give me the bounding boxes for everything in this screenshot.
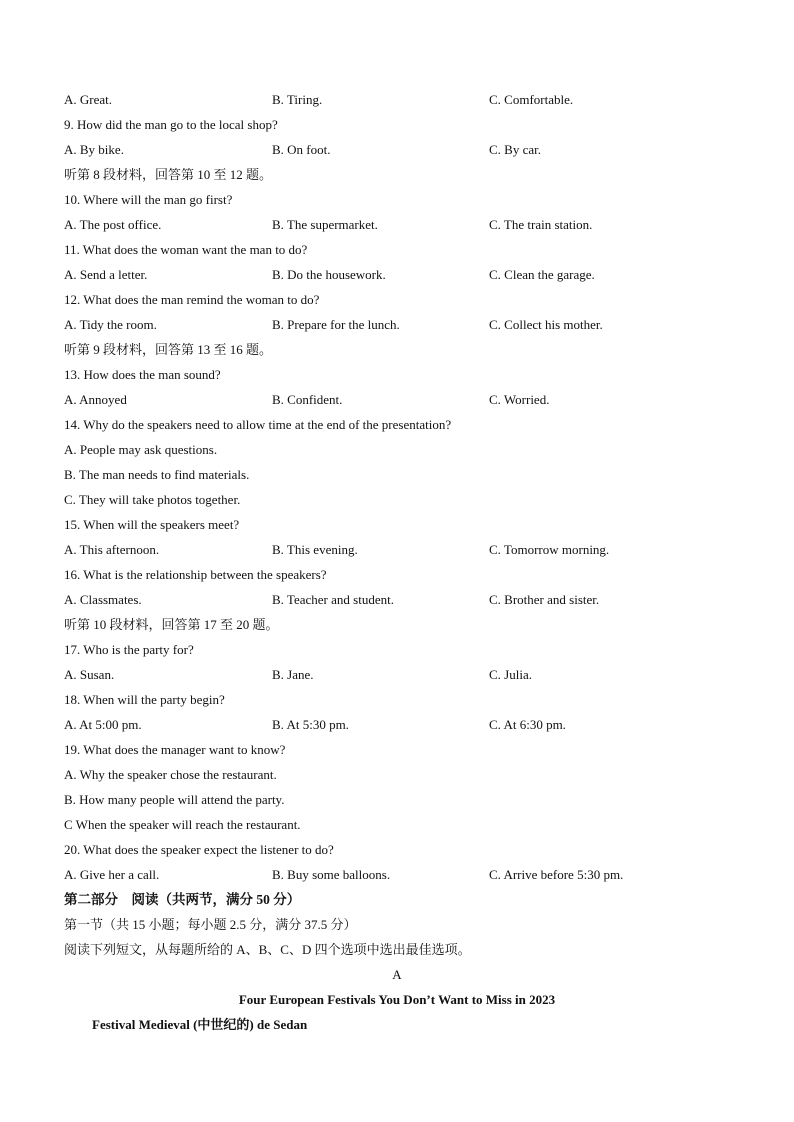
answer-option: A. Give her a call. — [64, 867, 160, 882]
answer-option: A. Why the speaker chose the restaurant. — [64, 767, 277, 782]
passage-subtitle: Festival Medieval (中世纪的) de Sedan — [92, 1017, 308, 1032]
listening-instruction: 听第 8 段材料，回答第 10 至 12 题。 — [64, 167, 273, 182]
answer-option: A. At 5:00 pm. — [64, 717, 142, 732]
question-text: 19. What does the manager want to know? — [64, 742, 286, 757]
question-text: 18. When will the party begin? — [64, 692, 225, 707]
section-description: 第一节（共 15 小题；每小题 2.5 分，满分 37.5 分） — [64, 917, 357, 932]
answer-option: C. Worried. — [489, 392, 550, 407]
answer-option: C. Comfortable. — [489, 92, 574, 107]
answer-option: A. Tidy the room. — [64, 317, 157, 332]
answer-option: C. Brother and sister. — [489, 592, 600, 607]
answer-option: A. This afternoon. — [64, 542, 160, 557]
question-text: 15. When will the speakers meet? — [64, 517, 240, 532]
answer-option: A. Great. — [64, 92, 113, 107]
answer-option: A. By bike. — [64, 142, 124, 157]
answer-option: C. Clean the garage. — [489, 267, 595, 282]
answer-option: B. Tiring. — [272, 92, 323, 107]
passage-letter: A — [392, 967, 402, 982]
answer-option: C. Julia. — [489, 667, 532, 682]
passage-title: Four European Festivals You Don’t Want to Miss in 2023 — [238, 992, 556, 1007]
answer-option: C. Tomorrow morning. — [489, 542, 610, 557]
answer-option: B. Buy some balloons. — [272, 867, 391, 882]
answer-option: B. Jane. — [272, 667, 314, 682]
answer-option: B. On foot. — [272, 142, 331, 157]
answer-option: B. At 5:30 pm. — [272, 717, 349, 732]
answer-option: B. Do the housework. — [272, 267, 386, 282]
answer-option: A. Annoyed — [64, 392, 127, 407]
question-text: 13. How does the man sound? — [64, 367, 221, 382]
answer-option: B. The man needs to find materials. — [64, 467, 250, 482]
question-text: 14. Why do the speakers need to allow time at the end of the presentation? — [64, 417, 452, 432]
question-text: 11. What does the woman want the man to do? — [64, 242, 308, 257]
part-heading: 第二部分 阅读（共两节，满分 50 分） — [64, 892, 301, 907]
answer-option: C. The train station. — [489, 217, 593, 232]
answer-option: C. Collect his mother. — [489, 317, 603, 332]
answer-option: C. Arrive before 5:30 pm. — [489, 867, 624, 882]
answer-option: B. How many people will attend the party. — [64, 792, 285, 807]
answer-option: A. The post office. — [64, 217, 162, 232]
answer-option: A. Classmates. — [64, 592, 142, 607]
question-text: 17. Who is the party for? — [64, 642, 194, 657]
answer-option: B. Prepare for the lunch. — [272, 317, 400, 332]
question-text: 16. What is the relationship between the speakers? — [64, 567, 327, 582]
answer-option: C. At 6:30 pm. — [489, 717, 566, 732]
answer-option: C When the speaker will reach the restaurant. — [64, 817, 301, 832]
answer-option: B. This evening. — [272, 542, 358, 557]
answer-option: A. Susan. — [64, 667, 115, 682]
answer-option: A. People may ask questions. — [64, 442, 218, 457]
question-text: 20. What does the speaker expect the listener to do? — [64, 842, 334, 857]
answer-option: C. They will take photos together. — [64, 492, 241, 507]
question-text: 10. Where will the man go first? — [64, 192, 233, 207]
answer-option: B. The supermarket. — [272, 217, 378, 232]
answer-option: C. By car. — [489, 142, 541, 157]
listening-instruction: 听第 10 段材料，回答第 17 至 20 题。 — [64, 617, 279, 632]
answer-option: B. Teacher and student. — [272, 592, 394, 607]
answer-option: B. Confident. — [272, 392, 343, 407]
answer-option: A. Send a letter. — [64, 267, 148, 282]
listening-instruction: 听第 9 段材料，回答第 13 至 16 题。 — [64, 342, 273, 357]
question-text: 9. How did the man go to the local shop? — [64, 117, 278, 132]
reading-instruction: 阅读下列短文，从每题所给的 A、B、C、D 四个选项中选出最佳选项。 — [64, 942, 471, 957]
question-text: 12. What does the man remind the woman to do? — [64, 292, 320, 307]
